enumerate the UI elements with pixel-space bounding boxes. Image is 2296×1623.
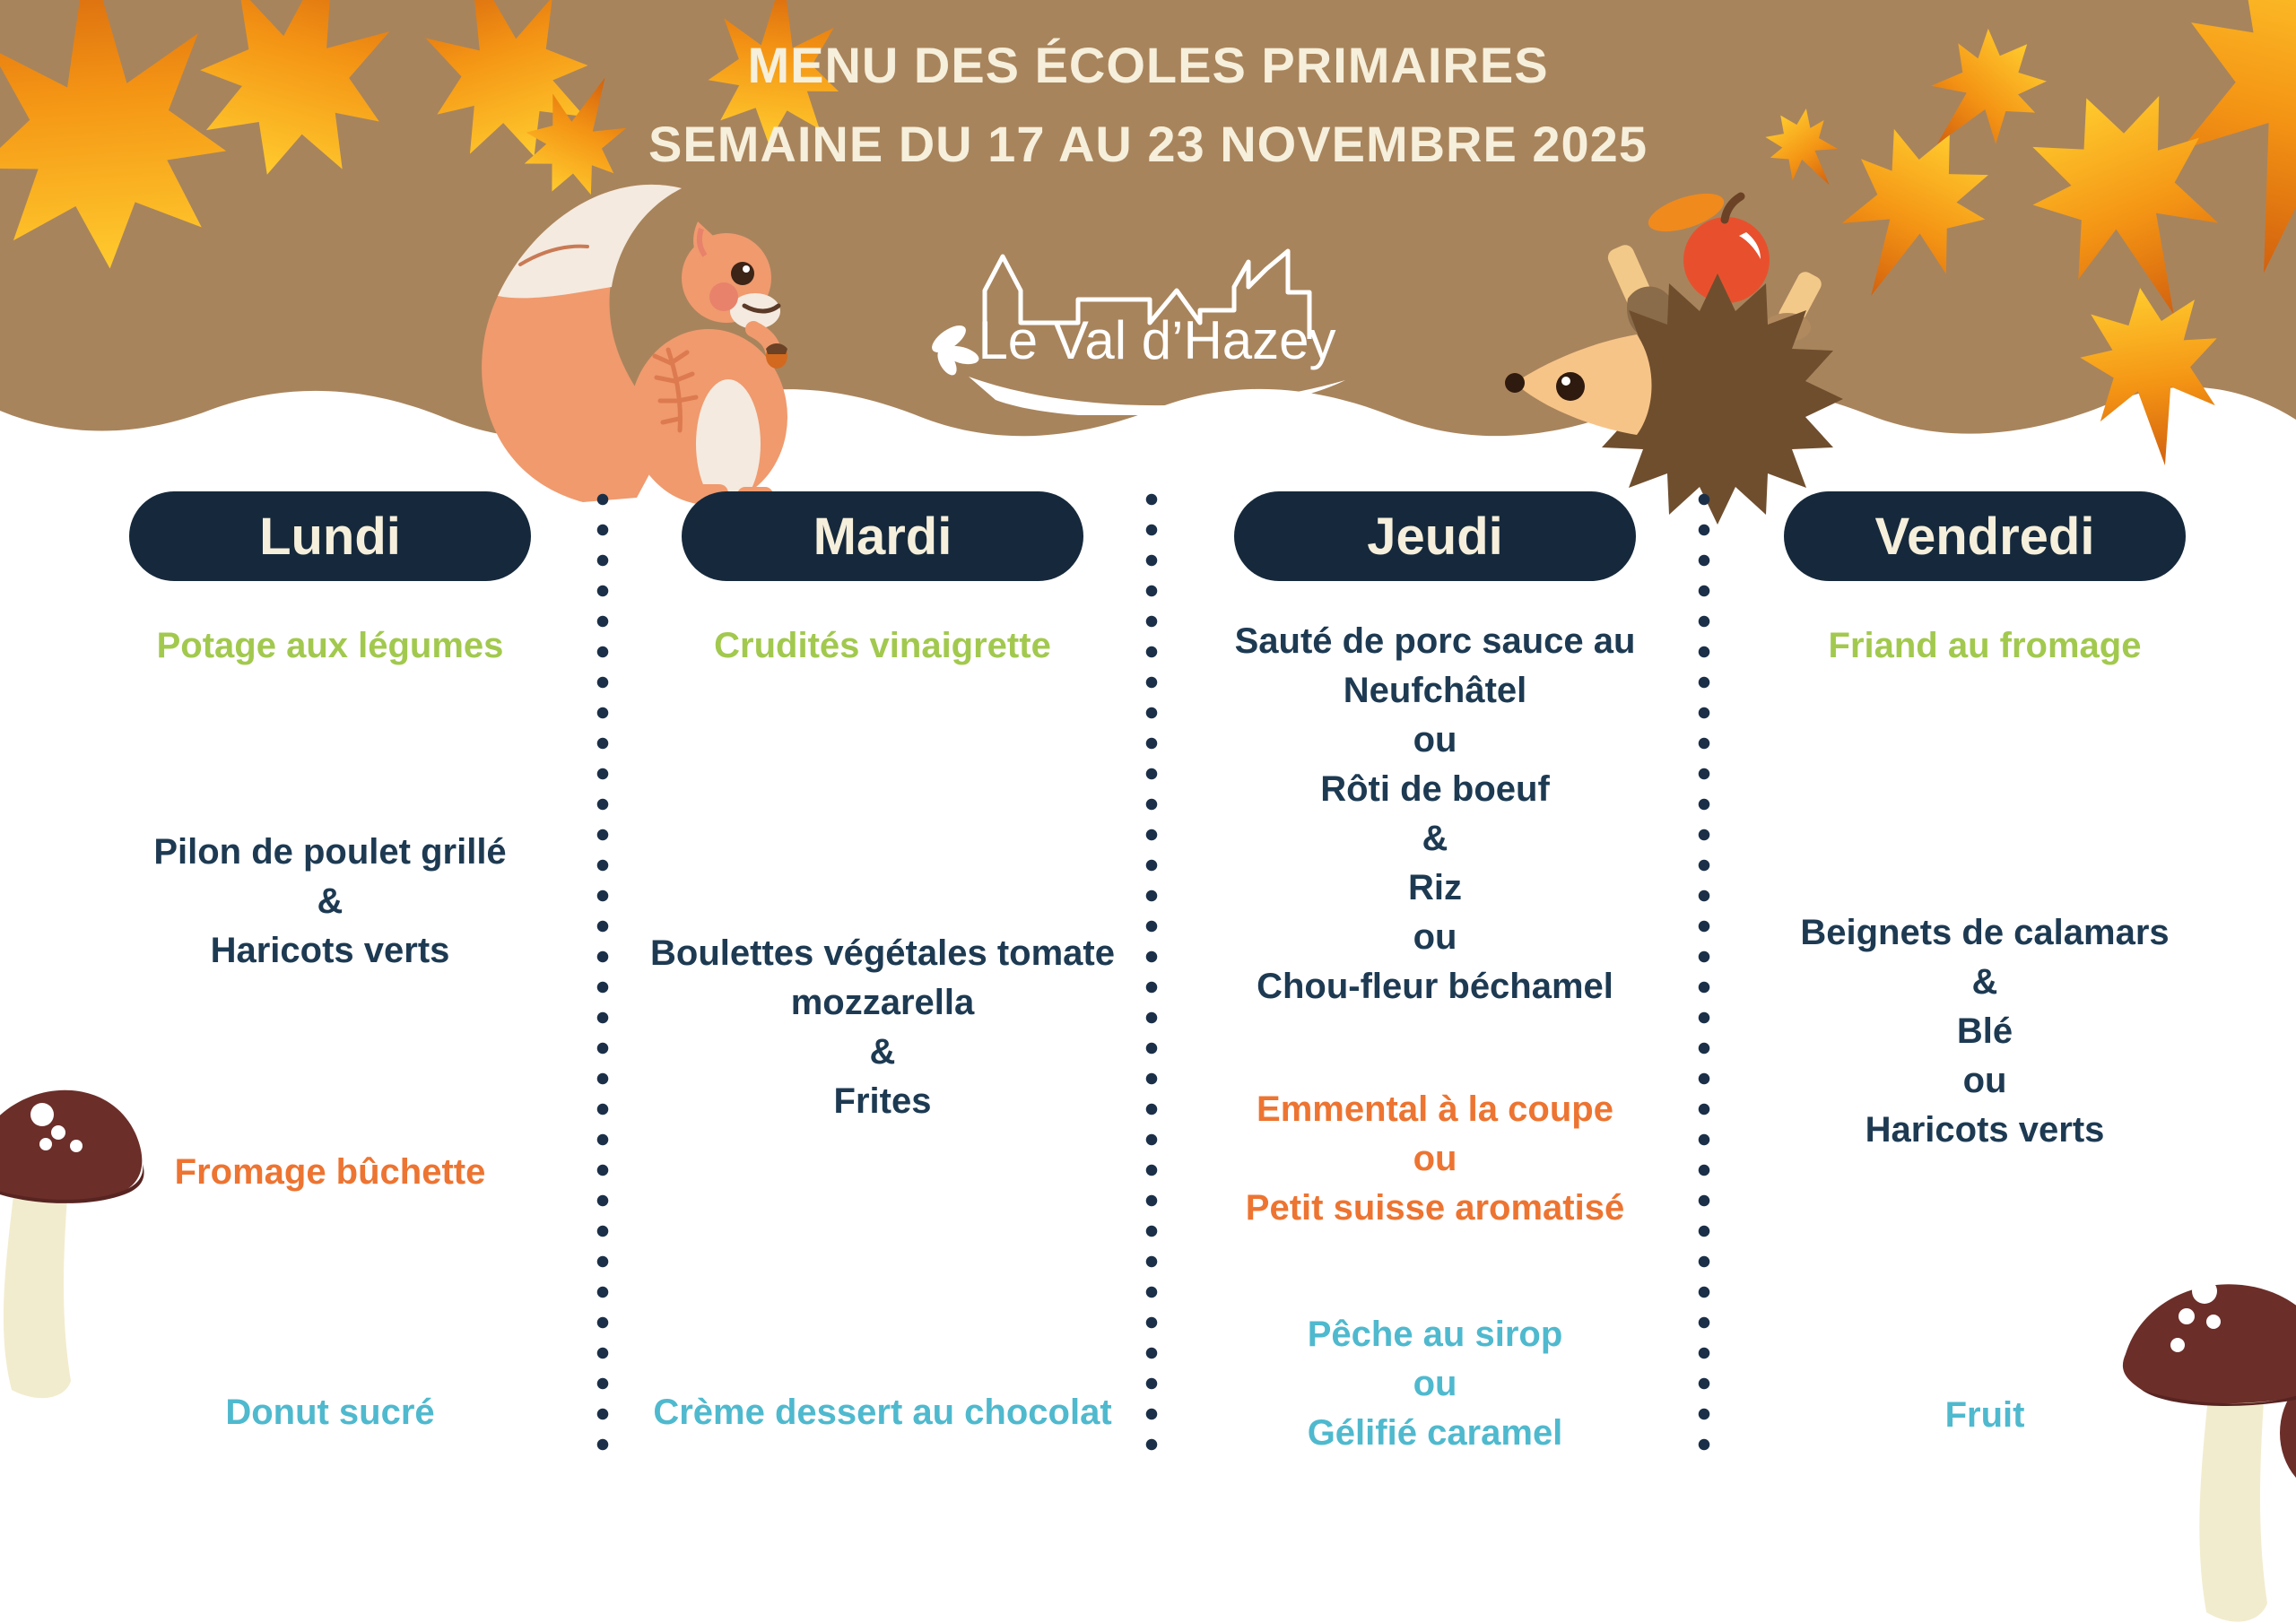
menu-title: MENU DES ÉCOLES PRIMAIRES: [747, 37, 1549, 93]
day-column-mardi: [628, 491, 1137, 1432]
dessert-item: Crème dessert au chocolat: [653, 1393, 1112, 1432]
starter-item: Friand au fromage: [1828, 626, 2142, 665]
main-course-item: Pilon de poulet grillé & Haricots verts: [153, 832, 507, 970]
main-course-item: Sauté de porc sauce au Neufchâtel ou Rôti de boeuf & Riz ou Chou-fleur béchamel: [1234, 621, 1636, 1006]
day-header-mardi: Mardi: [682, 491, 1083, 581]
logo-swoosh: [969, 377, 1345, 415]
logo-leaf-icon: [927, 320, 980, 378]
column-divider-dotted: [1698, 484, 1710, 1466]
squirrel-illustration: [457, 121, 780, 507]
cheese-item: Emmental à la coupe ou Petit suisse aromatisé: [1245, 1089, 1625, 1228]
day-header-vendredi: Vendredi: [1784, 491, 2186, 581]
main-course-item: Boulettes végétales tomate mozzarella & Frites: [650, 933, 1115, 1121]
day-column-vendredi: [1729, 491, 2240, 1435]
day-header-lundi: Lundi: [129, 491, 531, 581]
autumn-leaf-icon: [2069, 278, 2236, 475]
day-column-lundi: [79, 491, 581, 1432]
cheese-item: Fromage bûchette: [174, 1152, 486, 1192]
menu-week-subtitle: SEMAINE DU 17 AU 23 NOVEMBRE 2025: [648, 116, 1648, 172]
main-course-item: Beignets de calamars & Blé ou Haricots verts: [1800, 913, 2170, 1150]
column-divider-dotted: [1145, 484, 1158, 1466]
starter-item: Potage aux légumes: [156, 626, 504, 665]
hedgehog-illustration: [1502, 193, 1888, 516]
logo-text: Le Val d’Hazey: [978, 310, 1336, 370]
column-divider-dotted: [596, 484, 609, 1466]
dessert-item: Pêche au sirop ou Gélifié caramel: [1307, 1315, 1563, 1453]
day-column-jeudi: [1177, 491, 1693, 1453]
town-logo: [915, 204, 1399, 415]
starter-item: Crudités vinaigrette: [714, 626, 1051, 665]
dessert-item: Fruit: [1944, 1395, 2025, 1435]
day-header-jeudi: Jeudi: [1234, 491, 1636, 581]
dessert-item: Donut sucré: [225, 1393, 435, 1432]
mushroom-illustration: [0, 1047, 175, 1406]
